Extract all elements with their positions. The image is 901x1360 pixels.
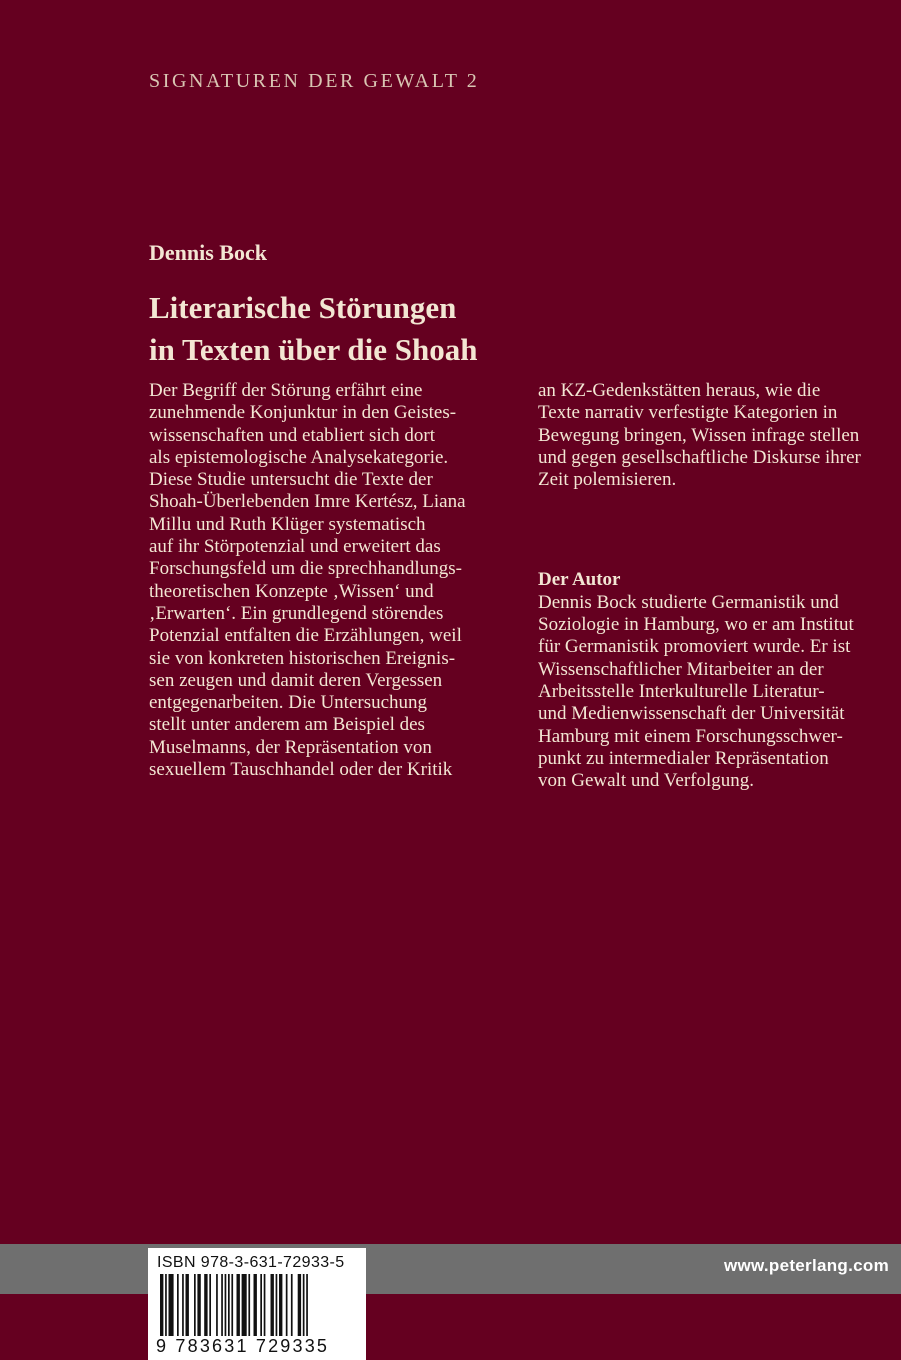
title-line: in Texten über die Shoah xyxy=(149,332,478,367)
blurb-line: sie von konkreten historischen Ereignis- xyxy=(149,647,456,669)
barcode-bar xyxy=(248,1274,250,1338)
bio-line: Wissenschaftlicher Mitarbeiter an der xyxy=(538,658,824,680)
bio-line: Soziologie in Hamburg, wo er am Institut xyxy=(538,614,854,636)
barcode-bar xyxy=(182,1274,184,1338)
series-title: SIGNATUREN DER GEWALT 2 xyxy=(149,70,480,92)
blurb-line: stellt unter anderem am Beispiel des xyxy=(149,714,425,736)
blurb-line: und gegen gesellschaftliche Diskurse ihrer xyxy=(538,446,861,468)
blurb-line: zunehmende Konjunktur in den Geistes- xyxy=(149,402,457,424)
barcode-bar xyxy=(186,1274,189,1338)
blurb-line: ‚Erwarten‘. Ein grundlegend störendes xyxy=(149,602,444,624)
blurb-line: auf ihr Störpotenzial und erweitert das xyxy=(149,536,441,558)
book-title xyxy=(149,287,477,371)
barcode-digits: 9 783631 729335 xyxy=(156,1336,330,1356)
bio-line: von Gewalt und Verfolgung. xyxy=(538,770,755,792)
barcode-bar xyxy=(169,1274,174,1338)
blurb-line: sexuellem Tauschhandel oder der Kritik xyxy=(149,759,453,781)
author-name: Dennis Bock xyxy=(149,240,267,265)
bio-line: Dennis Bock studierte Germanistik und xyxy=(538,591,839,613)
blurb-right-column xyxy=(538,380,888,792)
barcode-bar xyxy=(197,1274,200,1338)
blurb-line: Texte narrativ verfestigte Kategorien in xyxy=(538,402,838,424)
barcode-bar xyxy=(228,1274,230,1338)
barcode-bar xyxy=(221,1274,223,1338)
title-line: Literarische Störungen xyxy=(149,290,457,325)
barcode-bar xyxy=(260,1274,262,1338)
blurb-line: wissenschaften und etabliert sich dort xyxy=(149,424,435,446)
barcode-bar xyxy=(204,1274,207,1338)
barcode-bar xyxy=(209,1274,211,1338)
blurb-line: Millu und Ruth Klüger systematisch xyxy=(149,513,426,535)
barcode-bar xyxy=(271,1274,274,1338)
barcode-bar xyxy=(225,1274,227,1338)
bio-heading: Der Autor xyxy=(538,569,621,591)
publisher-website: www.peterlang.com xyxy=(723,1256,889,1275)
barcode-bar xyxy=(291,1274,293,1338)
bio-line: punkt zu intermedialer Repräsentation xyxy=(538,747,829,769)
blurb-line: Muselmanns, der Repräsentation von xyxy=(149,736,432,758)
isbn-label: ISBN 978-3-631-72933-5 xyxy=(157,1254,345,1271)
barcode-bar xyxy=(298,1274,301,1338)
bio-line: für Germanistik promoviert wurde. Er ist xyxy=(538,636,851,658)
blurb-line: theoretischen Konzepte ‚Wissen‘ und xyxy=(149,580,434,602)
blurb-line: entgegenarbeiten. Die Untersuchung xyxy=(149,692,428,714)
barcode-bar xyxy=(242,1274,247,1338)
barcode-bar xyxy=(264,1274,266,1338)
barcode-bar xyxy=(216,1274,218,1338)
blurb-line: an KZ-Gedenkstätten heraus, wie die xyxy=(538,380,821,401)
blurb-line: sen zeugen und damit deren Vergessen xyxy=(149,669,443,691)
bio-line: und Medienwissenschaft der Universität xyxy=(538,703,845,725)
barcode xyxy=(148,1248,366,1360)
blurb-line: Diese Studie untersucht die Texte der xyxy=(149,469,433,491)
blurb-line: Bewegung bringen, Wissen infrage stellen xyxy=(538,424,860,446)
paragraph-gap xyxy=(538,491,888,569)
barcode-bar xyxy=(279,1274,282,1338)
blurb-line: Forschungsfeld um die sprechhandlungs- xyxy=(149,558,462,580)
blurb-line: als epistemologische Analysekategorie. xyxy=(149,446,449,468)
blurb-line: Potenzial entfalten die Erzählungen, weil xyxy=(149,625,462,647)
barcode-bar xyxy=(286,1274,288,1338)
barcode-bar xyxy=(194,1274,196,1338)
blurb-line: Shoah-Überlebenden Imre Kertész, Liana xyxy=(149,491,466,513)
blurb-line: Zeit polemisieren. xyxy=(538,469,677,491)
barcode-bar xyxy=(303,1274,305,1338)
barcode-bar xyxy=(177,1274,179,1338)
bio-line: Arbeitsstelle Interkulturelle Literatur- xyxy=(538,680,825,702)
blurb-line: Der Begriff der Störung erfährt eine xyxy=(149,380,423,401)
barcode-bar xyxy=(276,1274,278,1338)
bio-line: Hamburg mit einem Forschungsschwer- xyxy=(538,725,843,747)
blurb-left-column xyxy=(149,380,509,781)
barcode-bar xyxy=(254,1274,257,1338)
